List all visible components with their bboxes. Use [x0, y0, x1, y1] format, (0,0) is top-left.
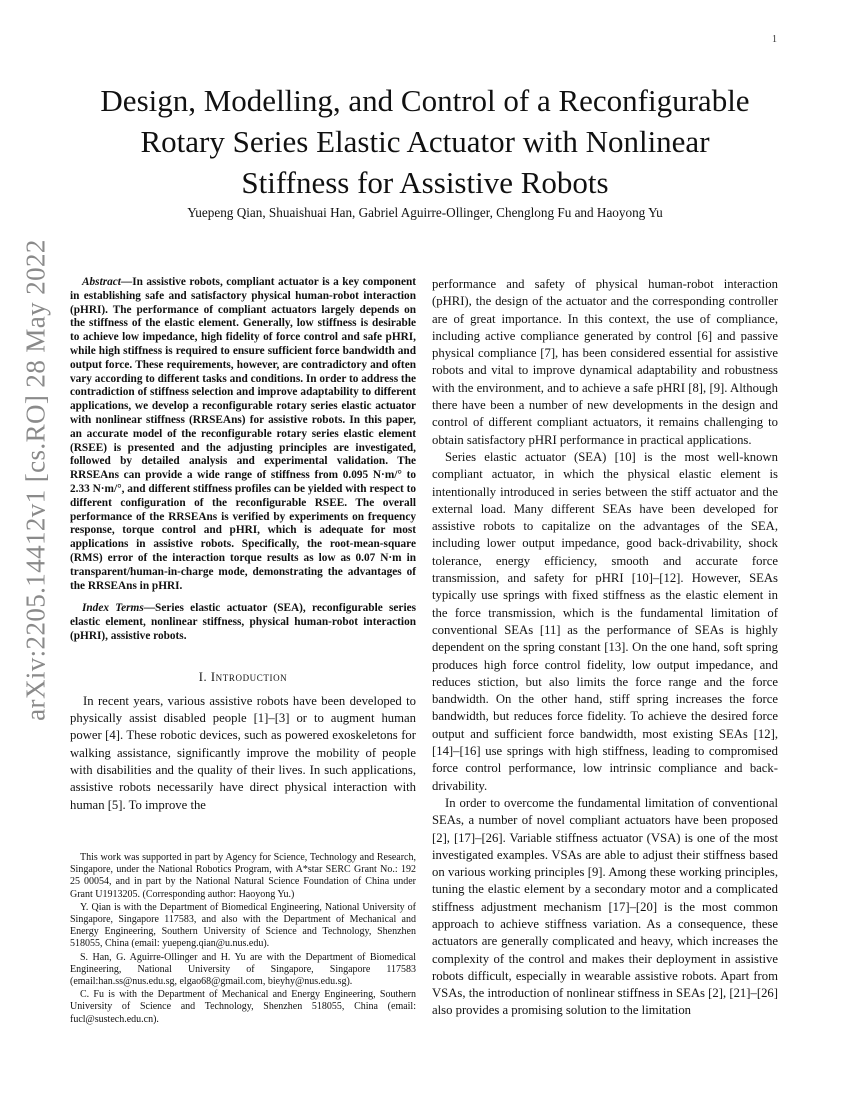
section-title: Introduction: [210, 669, 288, 684]
body-paragraph: In order to overcome the fundamental limitation of conventional SEAs, a number of novel compliant actuators have been proposed [2], [17]–[26]. Variable stiffness actuator (VSA) is one of the most investigated examples. VSAs are able to adjust their stiffness based on various working principles [9]. Among these working principles, tuning the elastic element by a secondary motor and a complicated stiffness adjustment mechanism [17]–[20] is the most common approach to achieve stiffness variation. As a consequence, these actuators are generally complicated and heavy, which increases the complexity of the control and makes their deployment in assistive robots difficult, especially in wearable assistive robots. Apart from VSAs, the introduction of nonlinear stiffness in SEAs [2], [21]–[26] also provides a promising solution to the limitation: [432, 795, 778, 1018]
footnote: This work was supported in part by Agency for Science, Technology and Research, Singapore, under the National Robotics Program, with A*star SERC Grant No.: 192 25 00054, and in part by the National Natural Science Foundation of China under Grant U1913205. (Corresponding author: Haoyong Yu.): [70, 852, 416, 900]
arxiv-identifier[interactable]: arXiv:2205.14412v1 [cs.RO] 28 May 2022: [20, 239, 51, 721]
index-terms-label: Index Terms: [82, 602, 144, 615]
footnote: C. Fu is with the Department of Mechanical and Energy Engineering, Southern University of Science and Technology, Shenzhen 518055, China (email: fucl@sustech.edu.cn).: [70, 989, 416, 1025]
abstract-label: Abstract: [82, 276, 121, 288]
author-list: Yuepeng Qian, Shuaishuai Han, Gabriel Aguirre-Ollinger, Chenglong Fu and Haoyong Yu: [187, 205, 663, 220]
abstract: [70, 276, 416, 593]
body-paragraph: Series elastic actuator (SEA) [10] is the most well-known compliant actuator, in which the physical elastic element is intentionally introduced in series between the stiff actuator and the external load. Many different SEAs have been developed for assistive robots to capitalize on the advantages of the SEA, including lower output impedance, good back-drivability, shock tolerance, energy efficiency, smooth and accurate force transmission, and safety for pHRI [10]–[12]. However, SEAs typically use springs with fixed stiffness as the elastic element in the force transmission, which is the fundamental limitation of conventional SEAs [11] as the performance of SEAs is highly dependent on the spring constant [13]. On the one hand, soft spring produces high force control fidelity, low output impedance, and reduces stiction, but also limits the force range and the force bandwidth. On the other hand, stiff spring increases the force bandwidth, but reduces force fidelity. To achieve the desired force output and sufficient force bandwidth, most existing SEAs [12], [14]–[16] use springs with high stiffness, leading to compromised force control performance, low intrinsic compliance and back-drivability.: [432, 449, 778, 793]
section-heading: [70, 670, 416, 685]
footnote: S. Han, G. Aguirre-Ollinger and H. Yu are with the Department of Biomedical Engineering, National University of Singapore, Singapore 117583 (email:han.ss@nus.edu.sg, elgao68@gmail.com, bieyhy@nus.edu.sg).: [70, 951, 416, 988]
body-paragraph: performance and safety of physical human-robot interaction (pHRI), the design of the actuator and the corresponding controller are of great importance. In this context, the use of compliance, including active compliance generated by control [6] and passive physical compliance [7], has been considered essential for assistive robots and vital to improve dynamical adaptability and robustness with the environment, and to achieve a safe pHRI [8], [9]. Although there have been a number of new developments in the design and control of different compliant actuators, it remains challenging to obtain satisfactory pHRI performance in practical applications.: [432, 277, 778, 447]
index-terms-text: —Series elastic actuator (SEA), reconfigurable series elastic element, nonlinear stiffness, physical human-robot interaction (pHRI), assistive robots.: [70, 602, 416, 642]
left-column: [70, 276, 416, 814]
footnotes: [70, 852, 416, 1027]
section-number: I.: [198, 669, 211, 684]
abstract-text: —In assistive robots, compliant actuator is a key component in establishing safe and satisfactory physical human-robot interaction (pHRI). The performance of compliant actuators largely depends on the stiffness of the elastic element. Generally, low stiffness is desirable to achieve low impedance, high fidelity of force control and safe pHRI, while high stiffness is required to ensure sufficient force bandwidth and output force. These requirements, however, are contradictory and often vary according to different tasks and conditions. In order to address the contradiction of stiffness selection and improve adaptability to different applications, we develop a reconfigurable rotary series elastic actuator with nonlinear stiffness (RRSEAns) for assistive robots. In this paper, an accurate model of the reconfigurable rotary series elastic element (RSEE) is presented and the adjusting principles are investigated, followed by detailed analysis and experimental validation. The RRSEAns can provide a wide range of stiffness from 0.095 N·m/° to 2.33 N·m/°, and different stiffness profiles can be yielded with respect to different configuration of the reconfigurable RSEE. The overall performance of the RRSEAns is verified by experiments on frequency response, torque control and pHRI, which is adequate for most applications in assistive robots. Specifically, the root-mean-square (RMS) error of the interaction torque results as low as 0.07 N·m in transparent/human-in-charge mode, demonstrating the advantages of the RRSEAns in pHRI.: [70, 276, 416, 592]
right-column: [432, 276, 778, 1020]
page-number: 1: [772, 34, 777, 45]
intro-paragraph: In recent years, various assistive robots have been developed to physically assist disabled people [1]–[3] or to augment human power [4]. These robotic devices, such as powered exoskeletons for walking assistance, significantly improve the mobility of people with disabilities and the quality of their lives. In such applications, assistive robots necessarily have direct physical interaction with human [5]. To improve the: [70, 693, 416, 812]
paper-title: [50, 80, 800, 203]
title-line: Rotary Series Elastic Actuator with Nonlinear: [140, 124, 710, 159]
title-line: Design, Modelling, and Control of a Reconfigurable: [100, 83, 750, 118]
title-line: Stiffness for Assistive Robots: [241, 165, 609, 200]
footnote: Y. Qian is with the Department of Biomedical Engineering, National University of Singapore, Singapore 117583, and also with the Department of Mechanical and Energy Engineering, Southern University of Science and Technology, Shenzhen 518055, China (email: yuepeng.qian@u.nus.edu).: [70, 901, 416, 950]
index-terms: [70, 602, 416, 643]
